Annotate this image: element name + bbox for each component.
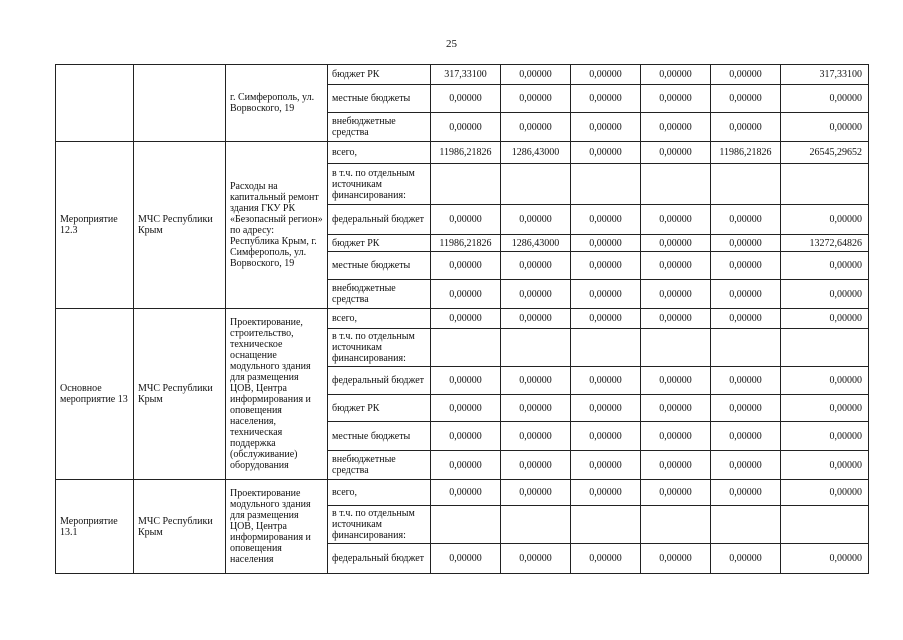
amount-cell: 0,00000 bbox=[571, 142, 641, 164]
funding-source-cell: федеральный бюджет bbox=[328, 205, 431, 235]
amount-cell: 0,00000 bbox=[781, 113, 869, 142]
amount-cell: 0,00000 bbox=[431, 395, 501, 422]
amount-cell: 0,00000 bbox=[711, 367, 781, 395]
amount-cell: 0,00000 bbox=[501, 480, 571, 506]
amount-cell: 0,00000 bbox=[501, 113, 571, 142]
amount-cell: 0,00000 bbox=[571, 113, 641, 142]
amount-cell: 0,00000 bbox=[501, 252, 571, 280]
funding-source-cell: в т.ч. по отдельным источникам финансирования: bbox=[328, 164, 431, 205]
amount-cell: 0,00000 bbox=[501, 451, 571, 480]
amount-cell: 0,00000 bbox=[571, 480, 641, 506]
amount-cell: 0,00000 bbox=[431, 544, 501, 574]
amount-cell: 0,00000 bbox=[781, 252, 869, 280]
amount-cell: 0,00000 bbox=[431, 309, 501, 329]
amount-cell: 1286,43000 bbox=[501, 142, 571, 164]
amount-cell: 0,00000 bbox=[501, 85, 571, 113]
funding-source-cell: бюджет РК bbox=[328, 235, 431, 252]
amount-cell: 0,00000 bbox=[641, 65, 711, 85]
funding-source-cell: федеральный бюджет bbox=[328, 544, 431, 574]
amount-cell: 0,00000 bbox=[641, 280, 711, 309]
amount-cell: 0,00000 bbox=[431, 252, 501, 280]
amount-cell: 0,00000 bbox=[711, 309, 781, 329]
amount-cell: 0,00000 bbox=[711, 65, 781, 85]
amount-cell: 0,00000 bbox=[781, 205, 869, 235]
executor-cell: МЧС Республики Крым bbox=[134, 480, 226, 574]
amount-cell bbox=[781, 329, 869, 367]
event-cell bbox=[56, 65, 134, 142]
amount-cell bbox=[711, 164, 781, 205]
amount-cell: 0,00000 bbox=[781, 422, 869, 451]
event-cell: Основное мероприятие 13 bbox=[56, 309, 134, 480]
amount-cell: 13272,64826 bbox=[781, 235, 869, 252]
amount-cell: 0,00000 bbox=[571, 235, 641, 252]
amount-cell: 0,00000 bbox=[431, 367, 501, 395]
funding-source-cell: внебюджетные средства bbox=[328, 280, 431, 309]
funding-source-cell: бюджет РК bbox=[328, 395, 431, 422]
table-row bbox=[56, 142, 869, 164]
amount-cell: 0,00000 bbox=[501, 395, 571, 422]
funding-source-cell: внебюджетные средства bbox=[328, 113, 431, 142]
table-row bbox=[56, 309, 869, 329]
amount-cell bbox=[501, 164, 571, 205]
amount-cell: 317,33100 bbox=[781, 65, 869, 85]
amount-cell: 0,00000 bbox=[781, 280, 869, 309]
amount-cell: 0,00000 bbox=[641, 142, 711, 164]
amount-cell: 11986,21826 bbox=[431, 235, 501, 252]
amount-cell bbox=[501, 506, 571, 544]
amount-cell bbox=[431, 329, 501, 367]
description-cell: г. Симферополь, ул. Ворвоского, 19 bbox=[226, 65, 328, 142]
amount-cell: 0,00000 bbox=[501, 280, 571, 309]
amount-cell: 0,00000 bbox=[501, 65, 571, 85]
funding-source-cell: всего, bbox=[328, 309, 431, 329]
amount-cell: 0,00000 bbox=[501, 309, 571, 329]
amount-cell: 0,00000 bbox=[711, 422, 781, 451]
amount-cell: 0,00000 bbox=[431, 451, 501, 480]
funding-source-cell: бюджет РК bbox=[328, 65, 431, 85]
amount-cell: 0,00000 bbox=[501, 422, 571, 451]
amount-cell: 0,00000 bbox=[571, 395, 641, 422]
amount-cell: 0,00000 bbox=[571, 422, 641, 451]
funding-source-cell: местные бюджеты bbox=[328, 85, 431, 113]
event-cell: Мероприятие 12.3 bbox=[56, 142, 134, 309]
budget-table bbox=[55, 64, 869, 574]
amount-cell: 0,00000 bbox=[711, 280, 781, 309]
amount-cell: 0,00000 bbox=[431, 113, 501, 142]
amount-cell: 0,00000 bbox=[781, 309, 869, 329]
funding-source-cell: местные бюджеты bbox=[328, 422, 431, 451]
amount-cell: 0,00000 bbox=[571, 367, 641, 395]
amount-cell: 0,00000 bbox=[711, 113, 781, 142]
amount-cell bbox=[641, 329, 711, 367]
funding-source-cell: всего, bbox=[328, 480, 431, 506]
amount-cell: 0,00000 bbox=[641, 252, 711, 280]
amount-cell: 0,00000 bbox=[781, 451, 869, 480]
amount-cell: 0,00000 bbox=[781, 480, 869, 506]
amount-cell bbox=[781, 164, 869, 205]
amount-cell: 0,00000 bbox=[641, 395, 711, 422]
amount-cell: 0,00000 bbox=[571, 85, 641, 113]
amount-cell: 0,00000 bbox=[711, 451, 781, 480]
amount-cell bbox=[711, 506, 781, 544]
amount-cell: 0,00000 bbox=[431, 85, 501, 113]
description-cell: Проектирование модульного здания для размещения ЦОВ, Центра информирования и оповещения населения bbox=[226, 480, 328, 574]
amount-cell: 0,00000 bbox=[571, 65, 641, 85]
funding-source-cell: местные бюджеты bbox=[328, 252, 431, 280]
amount-cell: 0,00000 bbox=[781, 367, 869, 395]
amount-cell: 0,00000 bbox=[641, 544, 711, 574]
amount-cell: 0,00000 bbox=[431, 422, 501, 451]
table-row bbox=[56, 480, 869, 506]
funding-source-cell: в т.ч. по отдельным источникам финансирования: bbox=[328, 506, 431, 544]
amount-cell: 11986,21826 bbox=[711, 142, 781, 164]
funding-source-cell: федеральный бюджет bbox=[328, 367, 431, 395]
amount-cell: 0,00000 bbox=[431, 205, 501, 235]
amount-cell bbox=[431, 164, 501, 205]
amount-cell: 11986,21826 bbox=[431, 142, 501, 164]
amount-cell: 0,00000 bbox=[431, 280, 501, 309]
amount-cell: 0,00000 bbox=[641, 480, 711, 506]
amount-cell bbox=[711, 329, 781, 367]
amount-cell: 26545,29652 bbox=[781, 142, 869, 164]
funding-source-cell: всего, bbox=[328, 142, 431, 164]
budget-table-body bbox=[56, 65, 869, 574]
amount-cell bbox=[501, 329, 571, 367]
description-cell: Расходы на капитальный ремонт здания ГКУ РК «Безопасный регион» по адресу: Республика Крым, г. Симферополь, ул. Ворвоского, 19 bbox=[226, 142, 328, 309]
amount-cell: 0,00000 bbox=[571, 309, 641, 329]
amount-cell: 0,00000 bbox=[571, 451, 641, 480]
amount-cell: 0,00000 bbox=[711, 252, 781, 280]
amount-cell: 0,00000 bbox=[711, 480, 781, 506]
amount-cell: 0,00000 bbox=[711, 235, 781, 252]
amount-cell: 317,33100 bbox=[431, 65, 501, 85]
amount-cell: 0,00000 bbox=[641, 205, 711, 235]
event-cell: Мероприятие 13.1 bbox=[56, 480, 134, 574]
executor-cell: МЧС Республики Крым bbox=[134, 142, 226, 309]
amount-cell: 0,00000 bbox=[781, 395, 869, 422]
amount-cell: 0,00000 bbox=[571, 280, 641, 309]
amount-cell: 0,00000 bbox=[641, 113, 711, 142]
amount-cell: 0,00000 bbox=[711, 395, 781, 422]
page-number: 25 bbox=[446, 38, 457, 50]
amount-cell: 0,00000 bbox=[571, 252, 641, 280]
amount-cell bbox=[781, 506, 869, 544]
amount-cell: 0,00000 bbox=[711, 85, 781, 113]
amount-cell: 0,00000 bbox=[711, 205, 781, 235]
amount-cell bbox=[641, 164, 711, 205]
amount-cell: 0,00000 bbox=[711, 544, 781, 574]
funding-source-cell: внебюджетные средства bbox=[328, 451, 431, 480]
amount-cell: 0,00000 bbox=[501, 544, 571, 574]
amount-cell: 0,00000 bbox=[641, 422, 711, 451]
amount-cell: 0,00000 bbox=[571, 544, 641, 574]
amount-cell bbox=[571, 164, 641, 205]
amount-cell: 0,00000 bbox=[641, 85, 711, 113]
description-cell: Проектирование, строительство, техническое оснащение модульного здания для размещения ЦОВ, Центра информирования и оповещения населения, техническая поддержка (обслуживание) оборудования bbox=[226, 309, 328, 480]
amount-cell: 1286,43000 bbox=[501, 235, 571, 252]
funding-source-cell: в т.ч. по отдельным источникам финансирования: bbox=[328, 329, 431, 367]
amount-cell: 0,00000 bbox=[781, 544, 869, 574]
amount-cell bbox=[571, 506, 641, 544]
amount-cell: 0,00000 bbox=[641, 367, 711, 395]
executor-cell: МЧС Республики Крым bbox=[134, 309, 226, 480]
executor-cell bbox=[134, 65, 226, 142]
table-row bbox=[56, 65, 869, 85]
amount-cell bbox=[641, 506, 711, 544]
amount-cell: 0,00000 bbox=[641, 235, 711, 252]
amount-cell: 0,00000 bbox=[571, 205, 641, 235]
amount-cell: 0,00000 bbox=[501, 367, 571, 395]
amount-cell: 0,00000 bbox=[641, 309, 711, 329]
amount-cell: 0,00000 bbox=[641, 451, 711, 480]
amount-cell: 0,00000 bbox=[431, 480, 501, 506]
amount-cell bbox=[431, 506, 501, 544]
amount-cell bbox=[571, 329, 641, 367]
amount-cell: 0,00000 bbox=[781, 85, 869, 113]
amount-cell: 0,00000 bbox=[501, 205, 571, 235]
